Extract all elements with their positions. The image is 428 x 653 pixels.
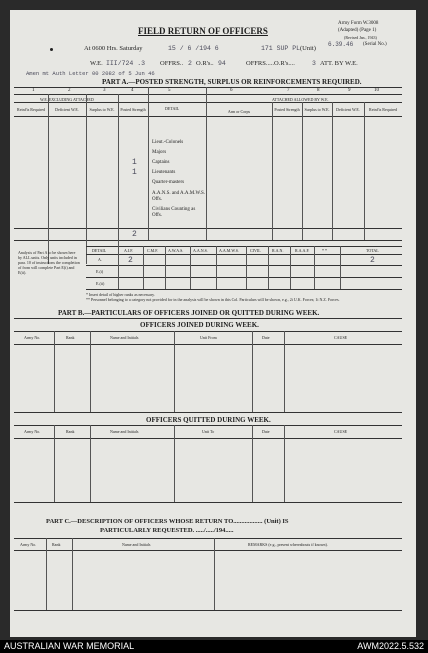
ors-label: O.R's.. [196,60,214,67]
col-num-2: 2 [68,88,71,93]
rank-lieut-colonels: Lieut.-Colonels [152,140,184,145]
right-header-posted: Posted Strength [274,107,300,112]
revised-label: (Revised Jan., 1943) [344,35,377,40]
joined-hdr-unit: Unit From [200,335,217,340]
partc-hdr-rank: Rank [52,542,61,547]
col-num-7: 7 [287,88,290,93]
analysis-row-eii: E.(ii) [96,281,105,286]
partc-hdr-remarks: REMARKS (e.g., present whereabouts if known). [248,542,328,547]
note-higher-ranks: * Insert detail of higher ranks as necessary. [86,292,155,297]
col-num-6: 6 [230,88,233,93]
joined-hdr-army-no: Army No. [24,335,41,340]
analysis-aif: A.I.F. [124,248,134,253]
note-personnel: ** Personnel belonging to a category not provided for in the analysis will be shown in this Col. Particulars will be shown, e.g., 2i U.K. Forces; 1i N.Z. Forces. [86,297,340,302]
archive-footer [0,640,428,653]
rank-aans: A.A.N.S. and A.A.M.W.S. Offs. [152,191,206,202]
quitted-hdr-army-no: Army No. [24,429,41,434]
posted-lieutenants: 1 [132,168,137,177]
form-page [10,10,416,637]
left-header-deficient: Deficient W.E. [55,107,79,112]
col-num-8: 8 [317,88,320,93]
analysis-awas: A.W.A.S. [168,248,184,253]
right-header-surplus: Surplus to W.E. [304,107,330,112]
joined-hdr-cause: CAUSE [334,335,348,340]
analysis-note: Analysis of Part A to be shown here by ALL units. Only units included in para. 10 of instructions the completion of from will complete Part E(i) and E(ii). [18,250,80,275]
army-form-number: Army Form W.3008 [338,21,379,26]
analysis-detail: DETAIL [92,248,107,253]
analysis-row-a: A. [98,257,102,262]
rank-lieutenants: Lieutenants [152,170,176,175]
analysis-total-value: 2 [370,256,375,265]
footer-accession: AWM2022.5.532 [357,641,424,651]
analysis-cmf: C.M.F. [147,248,159,253]
we-excluding-header: W.E. EXCLUDING ATTACHED [40,97,94,102]
analysis-total: TOTAL [366,248,379,253]
att-label: ATT. BY W.E. [320,60,358,67]
serial-value: 6.39.46 [328,41,354,48]
analysis-ran: R.A.N. [272,248,284,253]
left-header-posted: Posted Strength [120,107,146,112]
part-c-title-line2: PARTICULARLY REQUESTED. ...../...../194..... [100,527,234,534]
col-num-5: 5 [168,88,171,93]
analysis-other: * * [322,248,327,253]
ors-value: 94 [218,60,226,67]
offrs-label: OFFRS.. [160,60,184,67]
rank-captains: Captains [152,160,170,165]
we-label: W.E. [90,60,103,67]
partc-hdr-name: Name and Initials [122,542,151,547]
col-num-10: 10 [374,88,379,93]
rank-majors: Majors [152,150,167,155]
detail-header: DETAIL [165,106,180,111]
part-a-title: PART A.—POSTED STRENGTH, SURPLUS OR REINFORCEMENTS REQUIRED. [102,78,362,86]
rank-quartermasters: Quarter-masters [152,180,185,185]
time-line: At 0600 Hrs. Saturday [84,45,143,52]
unit-label: (Unit) [300,45,316,52]
analysis-civil: CIVIL [250,248,261,253]
date-value: 15 / 6 /194 6 [168,45,219,52]
quitted-hdr-unit: Unit To [202,429,215,434]
part-b-title: PART B.—PARTICULARS OF OFFICERS JOINED OR QUITTED DURING WEEK. [58,309,320,317]
form-title: FIELD RETURN OF OFFICERS [138,26,268,36]
analysis-aamws: A.A.M.W.S. [219,248,239,253]
adapted-label: (Adapted) (Page 1) [338,28,377,33]
quitted-hdr-rank: Rank [66,429,75,434]
serial-label: (Serial No.) [363,42,387,47]
joined-hdr-rank: Rank [66,335,75,340]
quitted-hdr-name: Name and Initials [110,429,139,434]
attached-header: ATTACHED ALLOWED BY W.E. [272,97,329,102]
posted-total: 2 [132,230,137,239]
part-c-title-line1: PART C.—DESCRIPTION OF OFFICERS WHOSE RETURN TO.................. (Unit) IS [46,518,289,525]
left-header-reinf: Reinf'ts Required [17,107,45,112]
col-num-4: 4 [131,88,134,93]
quitted-hdr-cause: CAUSE [334,429,348,434]
col-num-3: 3 [103,88,106,93]
unit-value: 171 SUP PL [261,45,301,52]
right-header-deficient: Deficient W.E. [336,107,360,112]
analysis-row-ei: E.(i) [96,269,104,274]
bullet-icon [50,48,53,51]
offrs2-label: OFFRS.....O.R's.... [246,60,295,67]
left-header-surplus: Surplus to W.E. [89,107,115,112]
joined-hdr-date: Date [262,335,270,340]
analysis-aans: A.A.N.S. [193,248,208,253]
joined-hdr-name: Name and Initials [110,335,139,340]
rank-civilians: Civilians Counting as Offs. [152,207,196,218]
joined-title: OFFICERS JOINED DURING WEEK. [140,321,259,329]
amendment-line: Amen mt Auth Letter 00 2082 of 5 Jun 46 [26,70,155,77]
right-header-arm: Arm or Corps [227,109,251,114]
posted-captains: 1 [132,158,137,167]
analysis-aif-value: 2 [128,256,133,265]
partc-hdr-army-no: Army No. [20,542,37,547]
footer-source: AUSTRALIAN WAR MEMORIAL [4,641,135,651]
right-header-reinf: Reinf'ts Required [369,107,397,112]
col-num-1: 1 [32,88,35,93]
col-num-9: 9 [348,88,351,93]
quitted-hdr-date: Date [262,429,270,434]
analysis-raaf: R.A.A.F. [295,248,310,253]
we-value: III/724 .3 [106,60,146,67]
quitted-title: OFFICERS QUITTED DURING WEEK. [146,416,271,424]
att-value: 3 [312,60,316,67]
offrs-value: 2 [188,60,192,67]
